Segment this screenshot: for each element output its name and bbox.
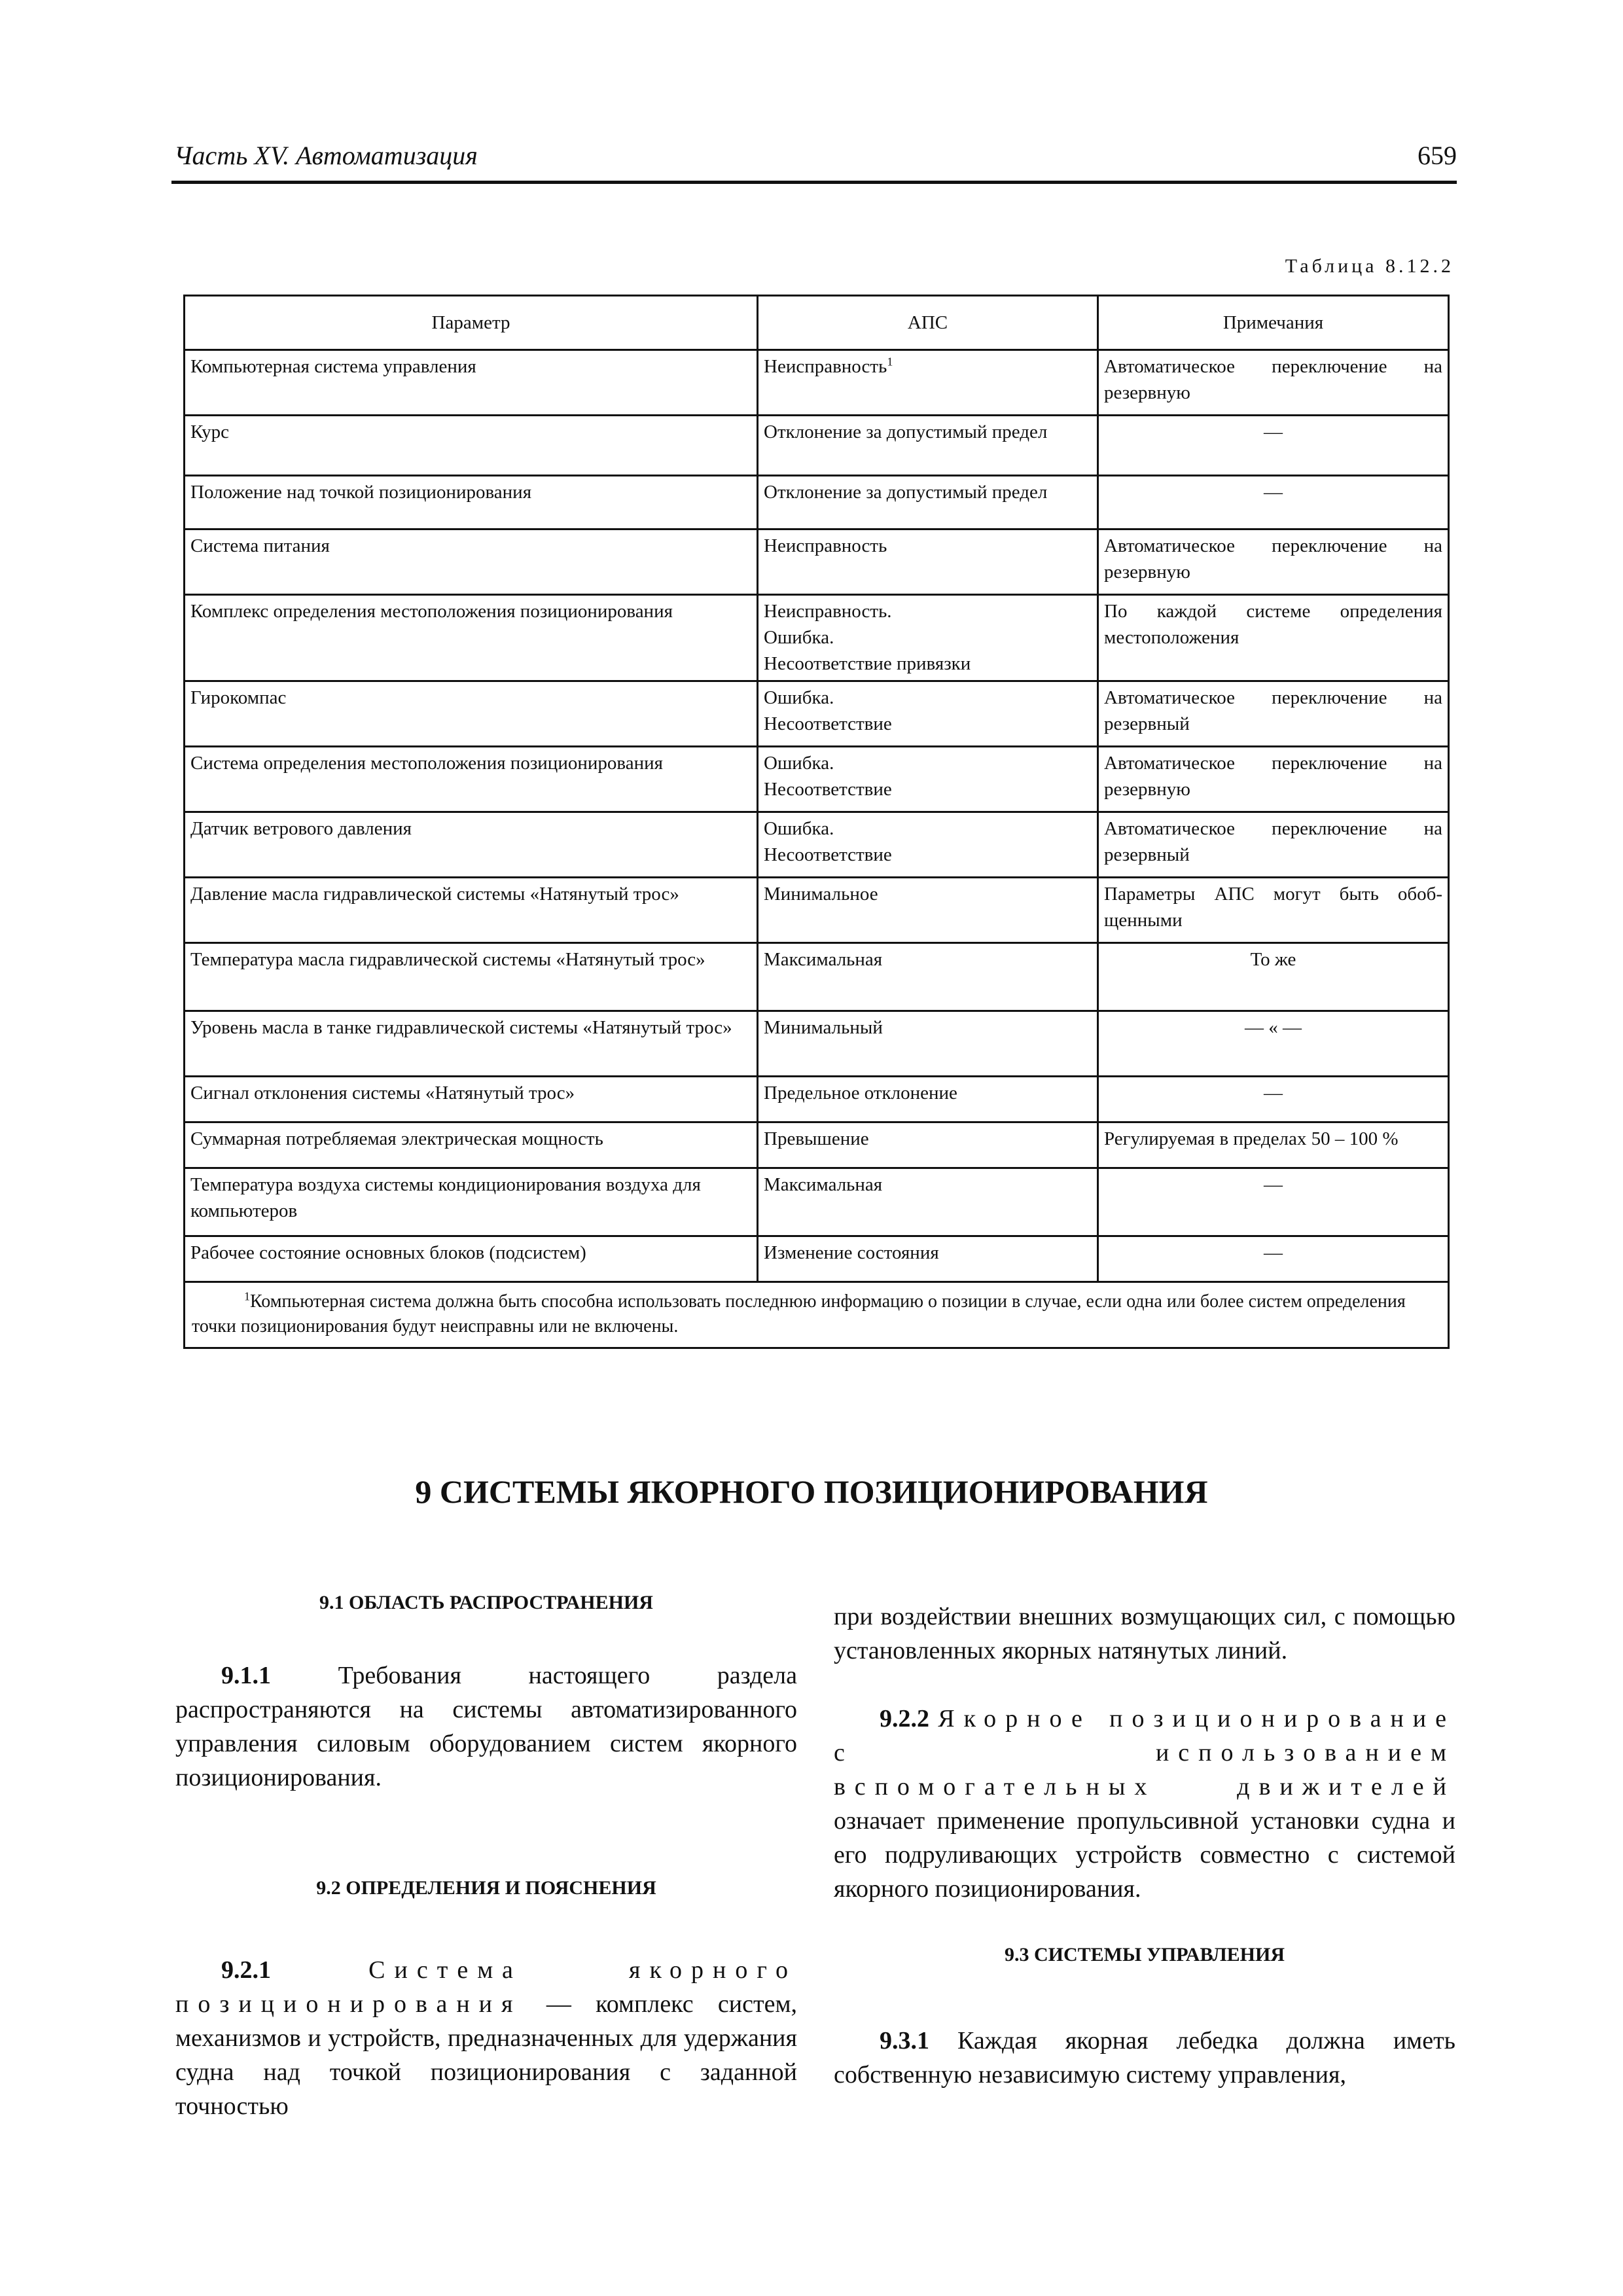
cell-parameter: Суммарная потребляемая электрическая мощность [185,1122,758,1168]
column-header-aps: АПС [758,296,1098,350]
aps-text: Максимальная [764,949,883,970]
cell-aps [758,681,1098,747]
aps-line [764,1172,1092,1198]
cell-aps [758,878,1098,943]
aps-text: Ошибка. [764,687,834,708]
cell-note: — [1098,1168,1449,1236]
cell-note: По каждой системе определения местоположения [1098,595,1449,681]
aps-text: Несоответствие [764,779,892,800]
paragraph-9-3-1 [834,2024,1455,2092]
aps-text: Несоответствие [764,713,892,734]
cell-parameter: Сигнал отклонения системы «Натянутый трос» [185,1077,758,1122]
aps-line [764,816,1092,842]
aps-line [764,1014,1092,1041]
aps-line [764,946,1092,973]
paragraph-9-2-1 [175,1953,797,2123]
table-caption: Таблица 8.12.2 [1285,255,1454,277]
cell-aps [758,1011,1098,1077]
table-row [185,350,1449,416]
cell-note: — [1098,476,1449,529]
table-row [185,878,1449,943]
aps-text: Изменение состояния [764,1242,939,1263]
aps-line [764,711,1092,737]
aps-text: Отклонение за допустимый предел [764,482,1048,503]
cell-parameter: Положение над точкой позиционирования [185,476,758,529]
cell-aps [758,1236,1098,1282]
table-row [185,529,1449,595]
aps-line [764,881,1092,907]
footnote-marker: 1 [244,1289,250,1303]
cell-aps [758,812,1098,878]
page-header [171,131,1457,184]
cell-note: — [1098,1077,1449,1122]
column-header-notes: Примечания [1098,296,1449,350]
aps-line [764,651,1092,677]
table-row [185,595,1449,681]
paragraph-number: 9.3.1 [880,2027,929,2054]
alarm-parameters-table [183,295,1450,1349]
paragraph-text: Каждая якорная лебедка должна иметь собственную независимую систему управления, [834,2027,1456,2089]
cell-note: То же [1098,943,1449,1011]
table-row [185,1011,1449,1077]
aps-line [764,750,1092,776]
aps-line [764,1126,1092,1152]
cell-note: — « — [1098,1011,1449,1077]
paragraph-9-2-2 [834,1702,1455,1906]
cell-note: Автоматическое переключение на резервную [1098,350,1449,416]
running-title: Часть XV. Автоматизация [174,141,478,170]
cell-note: Автоматическое переключение на резервную [1098,529,1449,595]
aps-text: Минимальный [764,1017,883,1038]
aps-line [764,479,1092,505]
paragraph-text: Требования настоящего раздела распространяются на системы автоматизированного управления силовым оборудованием систем якорного позиционирования. [175,1662,798,1791]
table-row [185,812,1449,878]
cell-aps [758,1122,1098,1168]
aps-text: Неисправность [764,535,887,556]
aps-text: Предельное отклонение [764,1083,957,1103]
cell-parameter: Гирокомпас [185,681,758,747]
aps-line [764,776,1092,802]
table-row [185,1168,1449,1236]
paragraph-number: 9.2.1 [221,1956,271,1984]
cell-aps [758,1077,1098,1122]
aps-text: Неисправность [764,356,887,377]
cell-note: Параметры АПС могут быть обоб-щенными [1098,878,1449,943]
cell-note: Автоматическое переключение на резервный [1098,681,1449,747]
paragraph-text: при воздействии внешних возмущающих сил, с помощью установленных якорных натянутых линий. [834,1603,1455,1664]
footnote-text: Компьютерная система должна быть способна использовать последнюю информацию о позиции в случае, если одна или более систем определения точки позиционирования будут неисправны или не включены. [192,1291,1406,1336]
aps-text: Ошибка. [764,627,834,648]
table-row [185,1122,1449,1168]
table-row [185,943,1449,1011]
cell-parameter: Рабочее состояние основных блоков (подсистем) [185,1236,758,1282]
table-row [185,681,1449,747]
cell-aps [758,1168,1098,1236]
table-row [185,747,1449,812]
aps-text: Неисправность. [764,601,892,622]
cell-parameter: Курс [185,416,758,476]
cell-aps [758,943,1098,1011]
table-row [185,1077,1449,1122]
paragraph-text: означает применение пропульсивной установки судна и его подруливающих устройств совместно с системой якорного позиционирования. [834,1807,1455,1903]
aps-line [764,685,1092,711]
cell-parameter: Уровень масла в танке гидравлической системы «Натянутый трос» [185,1011,758,1077]
aps-text: Несоответствие привязки [764,653,971,674]
aps-text: Несоответствие [764,844,892,865]
aps-line [764,624,1092,651]
cell-aps [758,416,1098,476]
term-spaced: Система якорного позиционирования [175,1956,797,2018]
cell-parameter: Комплекс определения местоположения позиционирования [185,595,758,681]
aps-line [764,1240,1092,1266]
aps-text: Максимальная [764,1174,883,1195]
cell-note: — [1098,1236,1449,1282]
term-spaced: Якорное позиционирование с использованием вспомогательных движителей [834,1705,1456,1801]
paragraph-number: 9.1.1 [221,1662,271,1689]
aps-line [764,533,1092,559]
cell-parameter: Температура воздуха системы кондиционирования воздуха для компьютеров [185,1168,758,1236]
footnote-marker: 1 [887,355,893,368]
aps-text: Ошибка. [764,753,834,774]
table-row [185,416,1449,476]
table-header-row [185,296,1449,350]
aps-line [764,598,1092,624]
table-footnote [185,1282,1449,1348]
aps-text: Отклонение за допустимый предел [764,422,1048,442]
table-footnote-row [185,1282,1449,1348]
cell-parameter: Система питания [185,529,758,595]
cell-aps [758,350,1098,416]
cell-aps [758,529,1098,595]
cell-note: Автоматическое переключение на резервный [1098,812,1449,878]
cell-aps [758,747,1098,812]
aps-line [764,1080,1092,1106]
cell-note: Автоматическое переключение на резервную [1098,747,1449,812]
cell-parameter: Температура масла гидравлической системы «Натянутый трос» [185,943,758,1011]
cell-aps [758,595,1098,681]
column-header-parameter: Параметр [185,296,758,350]
paragraph-number: 9.2.2 [880,1705,929,1732]
paragraph-9-1-1 [175,1659,797,1795]
aps-line [764,353,1092,380]
subsection-heading-9-1: 9.1 ОБЛАСТЬ РАСПРОСТРАНЕНИЯ [319,1592,653,1613]
aps-text: Превышение [764,1128,869,1149]
table-row [185,1236,1449,1282]
aps-line [764,419,1092,445]
cell-parameter: Система определения местоположения позиционирования [185,747,758,812]
paragraph-text: — комплекс систем, механизмов и устройств, предназначенных для удержания судна над точкой позиционирования с заданной точностью [175,1990,797,2120]
cell-parameter: Датчик ветрового давления [185,812,758,878]
cell-parameter: Давление масла гидравлической системы «Натянутый трос» [185,878,758,943]
aps-line [764,842,1092,868]
aps-text: Ошибка. [764,818,834,839]
cell-aps [758,476,1098,529]
cell-note: — [1098,416,1449,476]
cell-note: Регулируемая в пределах 50 – 100 % [1098,1122,1449,1168]
section-title: 9 СИСТЕМЫ ЯКОРНОГО ПОЗИЦИОНИРОВАНИЯ [415,1473,1208,1510]
page-number: 659 [1418,141,1457,170]
table-row [185,476,1449,529]
paragraph-9-2-1-continued [834,1600,1455,1668]
subsection-heading-9-2: 9.2 ОПРЕДЕЛЕНИЯ И ПОЯСНЕНИЯ [316,1877,656,1899]
aps-text: Минимальное [764,884,878,905]
cell-parameter: Компьютерная система управления [185,350,758,416]
subsection-heading-9-3: 9.3 СИСТЕМЫ УПРАВЛЕНИЯ [1004,1944,1285,1965]
